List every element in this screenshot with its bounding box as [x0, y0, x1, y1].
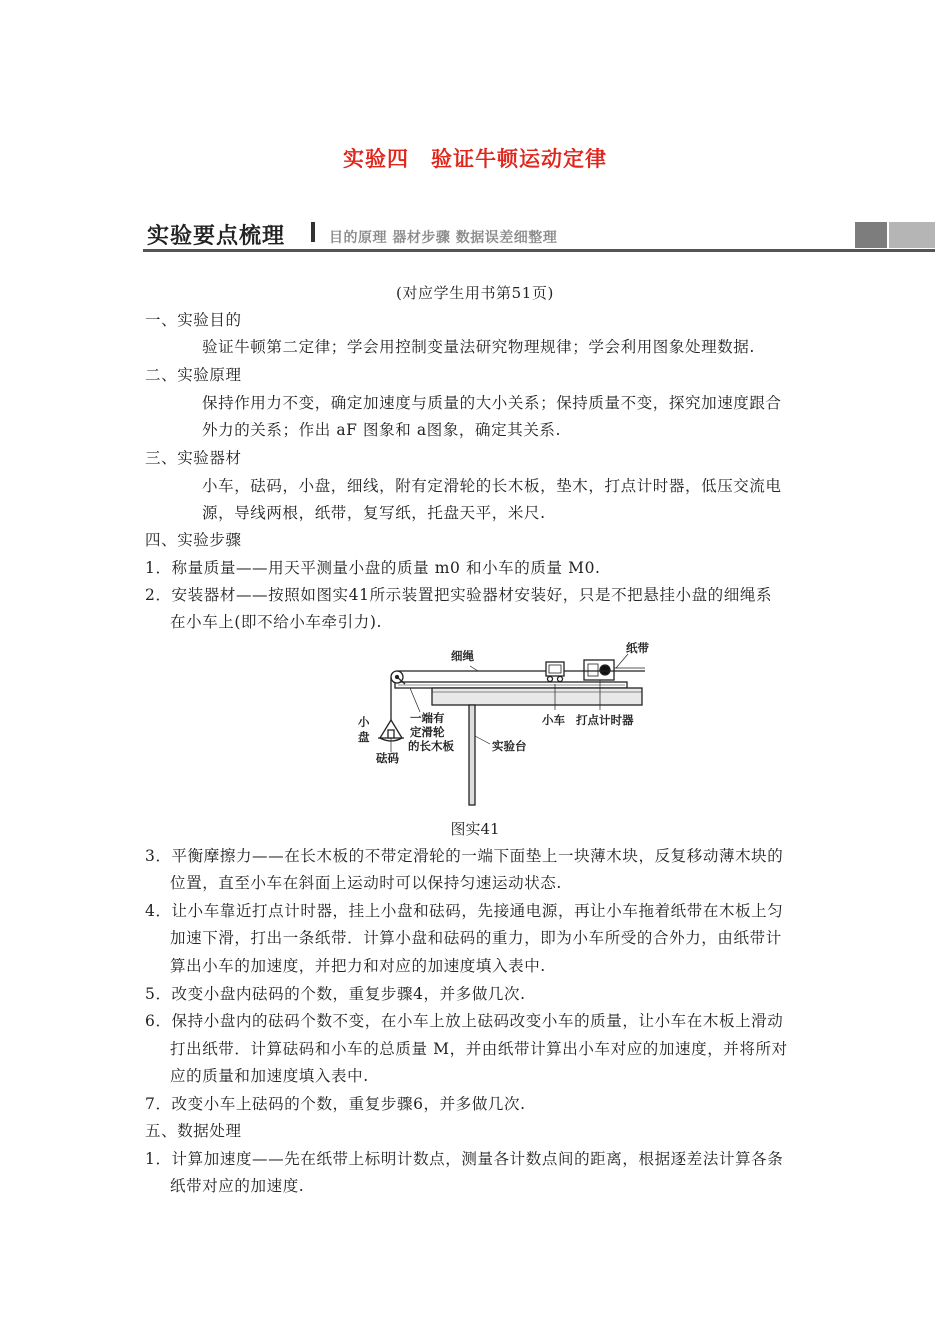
- paragraph-line: 验证牛顿第二定律；学会用控制变量法研究物理规律；学会利用图象处理数据.: [202, 338, 755, 356]
- label-pan-1: 小: [358, 715, 370, 729]
- step-item-continued: 打出纸带．计算砝码和小车的总质量 M，并由纸带计算出小车对应的加速度，并将所对: [170, 1040, 788, 1058]
- step-item-continued: 应的质量和加速度填入表中.: [170, 1067, 369, 1085]
- paragraph-line: 小车，砝码，小盘，细线，附有定滑轮的长木板，垫木，打点计时器，低压交流电: [202, 477, 782, 495]
- label-table: 实验台: [492, 739, 527, 753]
- step-item: 2．安装器材——按照如图实41所示装置把实验器材安装好，只是不把悬挂小盘的细绳系: [145, 586, 773, 604]
- paragraph-line: 外力的关系；作出 aF 图象和 a图象，确定其关系.: [202, 421, 562, 439]
- label-cart: 小车: [542, 713, 565, 727]
- step-item: 6．保持小盘内的砝码个数不变，在小车上放上砝码改变小车的质量，让小车在木板上滑动: [145, 1012, 784, 1030]
- table-top: [432, 688, 642, 705]
- banner-subtitle: 目的原理 器材步骤 数据误差细整理: [329, 230, 558, 246]
- banner-block-light: [889, 222, 935, 248]
- data-item-continued: 纸带对应的加速度.: [170, 1177, 305, 1195]
- data-item: 1．计算加速度——先在纸带上标明计数点，测量各计数点间的距离，根据逐差法计算各条: [145, 1150, 784, 1168]
- label-rope: 细绳: [451, 649, 474, 663]
- label-tape: 纸带: [626, 641, 649, 655]
- step-item: 3．平衡摩擦力——在长木板的不带定滑轮的一端下面垫上一块薄木块，反复移动薄木块的: [145, 847, 784, 865]
- label-board-1: 一端有: [410, 711, 445, 725]
- label-board-2: 定滑轮: [410, 725, 445, 739]
- step-item: 4．让小车靠近打点计时器，挂上小盘和砝码，先接通电源，再让小车拖着纸带在木板上匀: [145, 902, 784, 920]
- banner-block-dark: [855, 222, 887, 248]
- page-title: 实验四 验证牛顿运动定律: [343, 147, 607, 171]
- paragraph-line: 保持作用力不变，确定加速度与质量的大小关系；保持质量不变，探究加速度跟合: [202, 394, 782, 412]
- heading-equipment: 三、实验器材: [145, 449, 242, 467]
- banner-divider: [311, 222, 315, 242]
- step-item: 1．称量质量——用天平测量小盘的质量 m0 和小车的质量 M0.: [145, 559, 601, 577]
- label-weights: 砝码: [376, 751, 399, 765]
- banner-rule: [143, 249, 935, 252]
- heading-steps: 四、实验步骤: [145, 531, 242, 549]
- label-pan-2: 盘: [358, 730, 370, 744]
- book-reference: (对应学生用书第51页): [396, 284, 554, 302]
- step-item-continued: 位置，直至小车在斜面上运动时可以保持匀速运动状态.: [170, 874, 562, 892]
- paragraph-line: 源，导线两根，纸带，复写纸，托盘天平，米尺.: [202, 504, 546, 522]
- heading-principle: 二、实验原理: [145, 366, 242, 384]
- banner-title: 实验要点梳理: [147, 224, 286, 249]
- figure-caption: 图实41: [450, 820, 500, 838]
- step-item-continued: 加速下滑，打出一条纸带．计算小盘和砝码的重力，即为小车所受的合外力，由纸带计: [170, 929, 782, 947]
- step-item: 7．改变小车上砝码的个数，重复步骤6，并多做几次.: [145, 1095, 526, 1113]
- weights-block: [388, 730, 394, 738]
- apparatus-diagram: [350, 640, 660, 812]
- step-item-continued: 算出小车的加速度，并把力和对应的加速度填入表中.: [170, 957, 546, 975]
- step-item-continued: 在小车上(即不给小车牵引力).: [170, 613, 383, 631]
- table-leg: [469, 705, 475, 805]
- step-item: 5．改变小盘内砝码的个数，重复步骤4，并多做几次.: [145, 985, 526, 1003]
- label-board-3: 的长木板: [408, 739, 454, 753]
- heading-data: 五、数据处理: [145, 1122, 242, 1140]
- section-banner: [143, 219, 935, 251]
- heading-purpose: 一、实验目的: [145, 311, 242, 329]
- label-timer: 打点计时器: [576, 713, 634, 727]
